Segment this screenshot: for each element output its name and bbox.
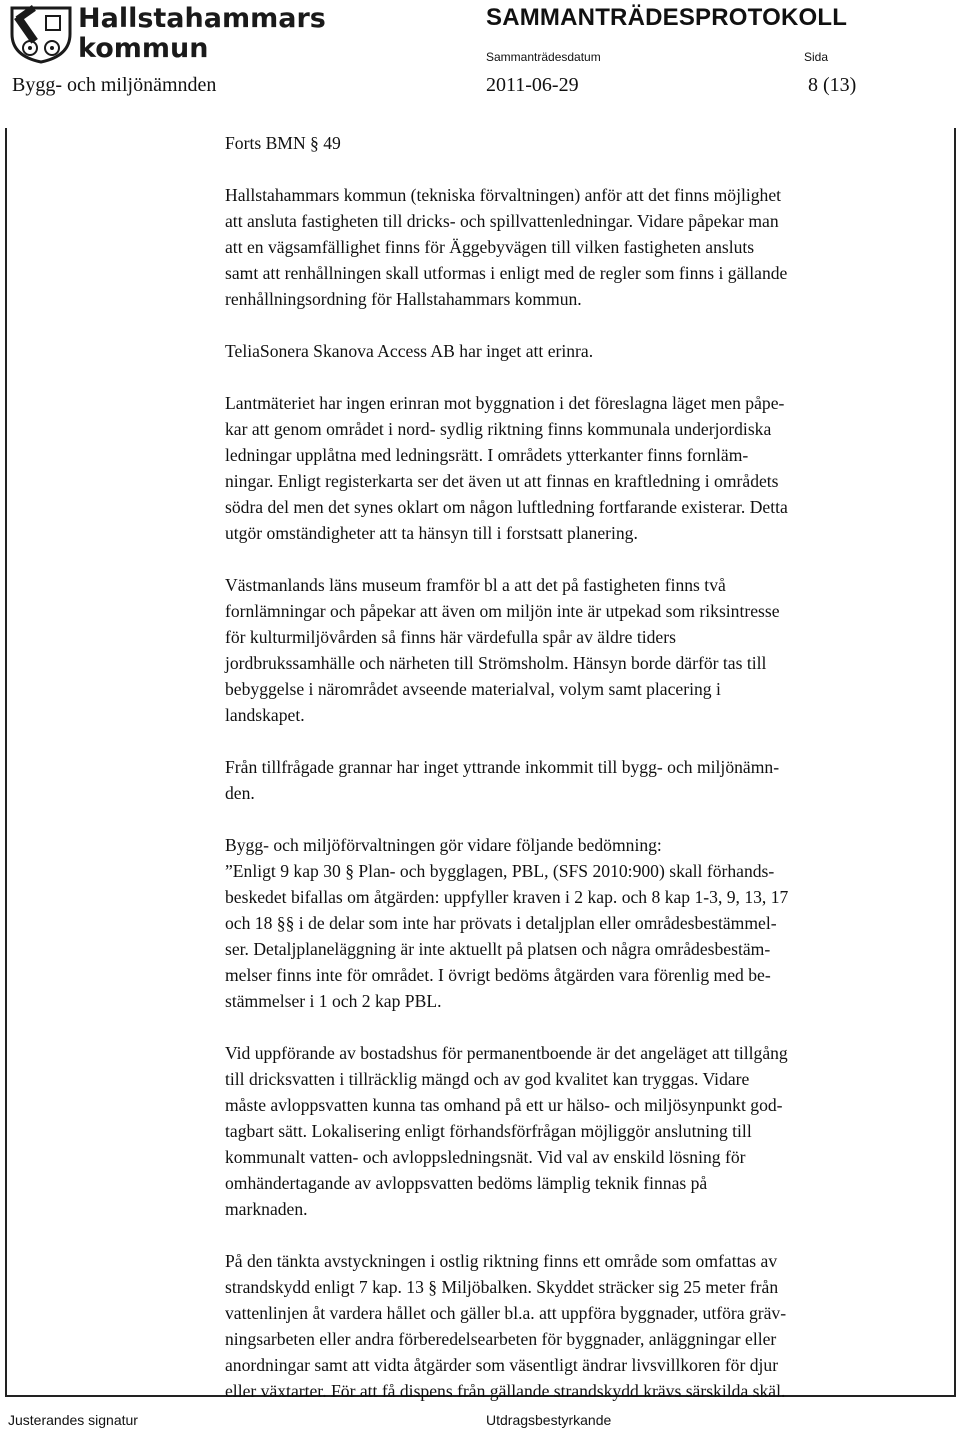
paragraph-line: södra del men det synes oklart om någon luftledning fortfarande existerar. Detta: [225, 497, 788, 517]
paragraph: [225, 1040, 947, 1222]
paragraph: [225, 1248, 947, 1404]
paragraph-line: ser. Detaljplaneläggning är inte aktuellt på platsen och några områdesbestäm-: [225, 939, 771, 959]
paragraph-line: landskapet.: [225, 705, 305, 725]
paragraph-line: ”Enligt 9 kap 30 § Plan- och bygglagen, PBL, (SFS 2010:900) skall förhands-: [225, 861, 775, 881]
left-margin-rule: [5, 128, 7, 1396]
paragraph-line: utgör omständigheter att ta hänsyn till i forstsatt planering.: [225, 523, 638, 543]
paragraph-line: måste avloppsvatten kunna tas omhand på ett ur hälso- och miljösynpunkt god-: [225, 1095, 783, 1115]
paragraph-line: vattenlinjen åt vardera hållet och gäller bl.a. att uppföra byggnader, utföra gräv-: [225, 1303, 787, 1323]
paragraph-line: Västmanlands läns museum framför bl a att det på fastigheten finns två: [225, 575, 726, 595]
paragraph: [225, 832, 947, 1014]
paragraph-line: melser finns inte för området. I övrigt bedöms åtgärden vara förenlig med be-: [225, 965, 771, 985]
protocol-body: [225, 130, 947, 1430]
paragraph-line: Vid uppförande av bostadshus för permanentboende är det angeläget att tillgång: [225, 1043, 788, 1063]
paragraph-line: till dricksvatten i tillräcklig mängd och av god kvalitet kan tryggas. Vidare: [225, 1069, 750, 1089]
paragraph-line: att ansluta fastigheten till dricks- och spillvattenledningar. Vidare påpekar man: [225, 211, 779, 231]
paragraph-line: ledningar upplåtna med ledningsrätt. I områdets ytterkanter finns fornläm-: [225, 445, 749, 465]
paragraph-line: fornlämningar och påpekar att även om miljön inte är utpekad som riksintresse: [225, 601, 780, 621]
paragraph: [225, 754, 947, 806]
paragraph-list: [225, 182, 947, 1404]
paragraph-line: Lantmäteriet har ingen erinran mot byggnation i det föreslagna läget men påpe-: [225, 393, 785, 413]
paragraph-line: den.: [225, 783, 255, 803]
paragraph: [225, 338, 947, 364]
paragraph-line: stämmelser i 1 och 2 kap PBL.: [225, 991, 442, 1011]
municipality-logo: [8, 3, 328, 64]
logo-text-line2: kommun: [78, 33, 209, 64]
paragraph-line: omhändertagande av avloppsvatten bedöms lämplig teknik finnas på: [225, 1173, 708, 1193]
paragraph-line: renhållningsordning för Hallstahammars kommun.: [225, 289, 582, 309]
paragraph-line: eller växtarter. För att få dispens från gällande strandskydd krävs särskilda skäl.: [225, 1381, 786, 1401]
paragraph-line: samt att renhållningen skall utformas i enligt med de regler som finns i gällande: [225, 263, 788, 283]
page-label: Sida: [804, 50, 829, 64]
paragraph-line: Hallstahammars kommun (tekniska förvaltningen) anför att det finns möjlighet: [225, 185, 782, 205]
paragraph-line: strandskydd enligt 7 kap. 13 § Miljöbalken. Skyddet sträcker sig 25 meter från: [225, 1277, 779, 1297]
paragraph-line: kar att genom området i nord- sydlig riktning finns kommunala underjordiska: [225, 419, 772, 439]
section-heading: Forts BMN § 49: [225, 133, 341, 153]
paragraph-line: På den tänkta avstyckningen i ostlig riktning finns ett område som omfattas av: [225, 1251, 778, 1271]
paragraph-line: och 18 §§ i de delar som inte har prövats i detaljplan eller områdesbestämmel-: [225, 913, 777, 933]
paragraph-line: för kulturmiljövården så finns här värdefulla spår av äldre tiders: [225, 627, 676, 647]
paragraph-line: jordbrukssamhälle och närheten till Strömsholm. Hänsyn borde därför tas till: [225, 653, 767, 673]
paragraph-line: anordningar samt att vidta åtgärder som väsentligt ändrar livsvillkoren för djur: [225, 1355, 779, 1375]
paragraph-line: marknaden.: [225, 1199, 308, 1219]
paragraph-line: Från tillfrågade grannar har inget yttrande inkommit till bygg- och miljönämn-: [225, 757, 780, 777]
meeting-date-label: Sammanträdesdatum: [486, 50, 601, 64]
paragraph-line: kommunalt vatten- och avloppsledningsnät. Vid val av enskild lösning för: [225, 1147, 746, 1167]
logo-text-line1: Hallstahammars: [78, 3, 326, 34]
paragraph: [225, 572, 947, 728]
document-type-title: SAMMANTRÄDESPROTOKOLL: [486, 4, 848, 31]
paragraph-line: tagbart sätt. Lokalisering enligt förhandsförfrågan möjliggör anslutning till: [225, 1121, 752, 1141]
page-number: 8 (13): [808, 74, 857, 96]
paragraph-line: bebyggelse i närområdet avseende materialval, volym samt placering i: [225, 679, 721, 699]
paragraph-line: beskedet bifallas om åtgärden: uppfyller kraven i 2 kap. och 8 kap 1-3, 9, 13, 17: [225, 887, 789, 907]
committee-name: Bygg- och miljönämnden: [12, 74, 217, 96]
paragraph-line: att en vägsamfällighet finns för Äggebyvägen till vilken fastigheten ansluts: [225, 237, 755, 257]
extract-certification-label: Utdragsbestyrkande: [486, 1412, 612, 1428]
adjuster-signature-label: Justerandes signatur: [8, 1412, 138, 1428]
paragraph-line: ningsarbeten eller andra förberedelsearbeten för byggnader, anläggningar eller: [225, 1329, 777, 1349]
meeting-date: 2011-06-29: [486, 74, 579, 96]
right-margin-rule: [954, 128, 956, 1396]
paragraph-line: TeliaSonera Skanova Access AB har inget att erinra.: [225, 341, 594, 361]
paragraph-line: Bygg- och miljöförvaltningen gör vidare följande bedömning:: [225, 835, 662, 855]
paragraph: [225, 390, 947, 546]
paragraph: [225, 182, 947, 312]
paragraph-line: ningar. Enligt registerkarta ser det även ut att finnas en kraftledning i områdets: [225, 471, 779, 491]
